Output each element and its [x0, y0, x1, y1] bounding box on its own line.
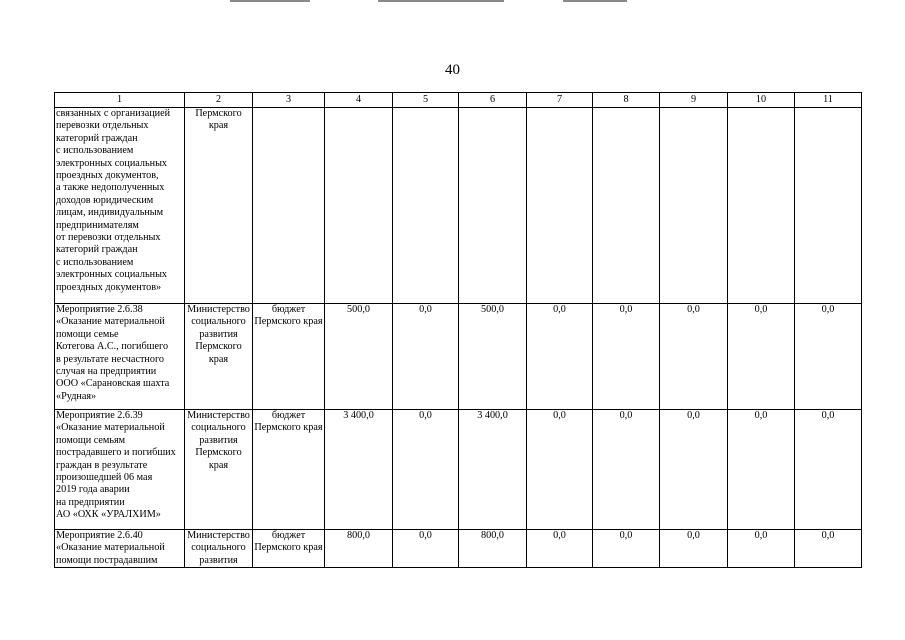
value-cell: 0,0 [795, 304, 862, 410]
scan-edge-line-right [563, 0, 627, 2]
value-cell: 0,0 [393, 304, 459, 410]
table-row [55, 304, 862, 410]
value-cell [728, 108, 795, 304]
column-header: 1 [55, 93, 185, 108]
scan-edge-line-left [230, 0, 310, 2]
column-header: 4 [325, 93, 393, 108]
executor-cell: Пермского края [185, 108, 253, 304]
value-cell [795, 108, 862, 304]
funding-source-cell: бюджет Пермского края [253, 530, 325, 568]
funding-source-cell [253, 108, 325, 304]
activity-name-cell: связанных с организацией перевозки отдельных категорий граждан с использованием электронных социальных проездных документов, а также недополученных доходов юридическим лицам, индивидуальным предпринимателям от перевозки отдельных категорий граждан с использованием электронных социальных проездных документов» [55, 108, 185, 304]
value-cell: 3 400,0 [459, 410, 527, 530]
column-header: 2 [185, 93, 253, 108]
executor-cell: Министерство социального развития [185, 530, 253, 568]
value-cell: 0,0 [593, 304, 660, 410]
value-cell: 3 400,0 [325, 410, 393, 530]
value-cell [325, 108, 393, 304]
column-number-row [55, 93, 862, 108]
scan-edge-line-mid [378, 0, 504, 2]
value-cell: 800,0 [325, 530, 393, 568]
value-cell: 0,0 [527, 304, 593, 410]
budget-table [54, 92, 862, 568]
value-cell [527, 108, 593, 304]
value-cell: 0,0 [795, 410, 862, 530]
value-cell: 0,0 [527, 410, 593, 530]
value-cell: 500,0 [459, 304, 527, 410]
column-header: 11 [795, 93, 862, 108]
value-cell [393, 108, 459, 304]
value-cell: 0,0 [393, 530, 459, 568]
column-header: 5 [393, 93, 459, 108]
value-cell: 0,0 [593, 410, 660, 530]
column-header: 7 [527, 93, 593, 108]
value-cell: 0,0 [795, 530, 862, 568]
funding-source-cell: бюджет Пермского края [253, 410, 325, 530]
executor-cell: Министерство социального развития Пермского края [185, 410, 253, 530]
value-cell: 800,0 [459, 530, 527, 568]
value-cell: 0,0 [728, 530, 795, 568]
value-cell: 0,0 [527, 530, 593, 568]
value-cell: 0,0 [660, 530, 728, 568]
activity-name-cell: Мероприятие 2.6.40 «Оказание материальной помощи пострадавшим [55, 530, 185, 568]
funding-source-cell: бюджет Пермского края [253, 304, 325, 410]
value-cell: 0,0 [393, 410, 459, 530]
activity-name-cell: Мероприятие 2.6.39 «Оказание материальной помощи семьям пострадавшего и погибших граждан в результате произошедшей 06 мая 2019 года аварии на предприятии АО «ОХК «УРАЛХИМ» [55, 410, 185, 530]
column-header: 10 [728, 93, 795, 108]
value-cell [459, 108, 527, 304]
value-cell: 0,0 [728, 410, 795, 530]
value-cell [660, 108, 728, 304]
column-header: 3 [253, 93, 325, 108]
table-row [55, 410, 862, 530]
activity-name-cell: Мероприятие 2.6.38 «Оказание материальной помощи семье Котегова А.С., погибшего в результате несчастного случая на предприятии ООО «Сарановская шахта «Рудная» [55, 304, 185, 410]
column-header: 6 [459, 93, 527, 108]
value-cell: 0,0 [593, 530, 660, 568]
value-cell: 0,0 [660, 410, 728, 530]
table-row [55, 108, 862, 304]
value-cell: 0,0 [728, 304, 795, 410]
page-number: 40 [445, 62, 460, 78]
value-cell [593, 108, 660, 304]
column-header: 9 [660, 93, 728, 108]
value-cell: 500,0 [325, 304, 393, 410]
executor-cell: Министерство социального развития Пермского края [185, 304, 253, 410]
column-header: 8 [593, 93, 660, 108]
value-cell: 0,0 [660, 304, 728, 410]
table-row [55, 530, 862, 568]
